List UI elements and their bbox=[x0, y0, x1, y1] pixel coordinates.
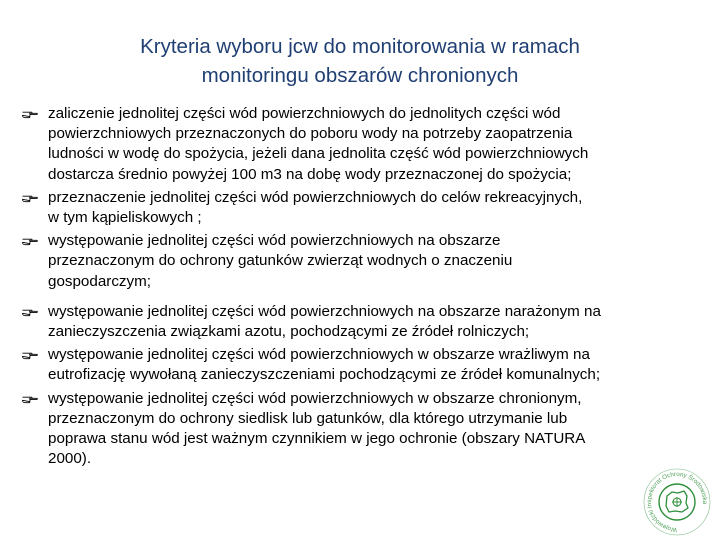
title-line-1: Kryteria wyboru jcw do monitorowania w ramach bbox=[140, 35, 580, 58]
bullet-5-line-2: eutrofizację wywołaną zanieczyszczeniami pochodzącymi ze źródeł komunalnych; bbox=[48, 366, 601, 384]
bullet-6-line-2: przeznaczonym do ochrony siedlisk lub gatunków, dla którego utrzymanie lub bbox=[48, 409, 568, 427]
pointing-hand-icon bbox=[22, 109, 38, 119]
pointing-hand-icon bbox=[22, 394, 38, 404]
list-item bbox=[22, 345, 698, 385]
bullet-5-line-1: występowanie jednolitej części wód powierzchniowych w obszarze wrażliwym na bbox=[48, 346, 590, 364]
title-line-2: monitoringu obszarów chronionych bbox=[201, 64, 519, 87]
logo-ring-text: Wojewódzki Inspektorat Ochrony Środowiska bbox=[646, 470, 709, 534]
pointing-hand-icon bbox=[22, 350, 38, 360]
bullet-1-line-2: powierzchniowych przeznaczonych do poboru wody na potrzeby zaopatrzenia bbox=[48, 125, 573, 143]
bullet-3-line-2: przeznaczonym do ochrony gatunków zwierząt wodnych o znaczeniu bbox=[48, 252, 513, 270]
bullet-1-line-1: zaliczenie jednolitej części wód powierzchniowych do jednolitych części wód bbox=[48, 105, 561, 122]
bullet-4-line-2: zanieczyszczenia związkami azotu, pochodzącymi ze źródeł rolniczych; bbox=[48, 323, 530, 341]
list-item bbox=[22, 188, 698, 228]
slide-title bbox=[60, 32, 660, 90]
bullet-3-line-1: występowanie jednolitej części wód powierzchniowych na obszarze bbox=[48, 232, 501, 250]
bullet-2-line-2: w tym kąpieliskowych ; bbox=[48, 209, 202, 227]
list-item bbox=[22, 389, 698, 470]
bullet-3-line-3: gospodarczym; bbox=[48, 272, 151, 290]
pointing-hand-icon bbox=[22, 236, 38, 246]
list-item bbox=[22, 231, 698, 292]
bullet-4-line-1: występowanie jednolitej części wód powierzchniowych na obszarze narażonym na bbox=[48, 302, 601, 320]
pointing-hand-icon bbox=[22, 307, 38, 317]
pointing-hand-icon bbox=[22, 193, 38, 203]
criteria-list bbox=[22, 104, 698, 472]
list-item bbox=[22, 104, 698, 185]
bullet-1-line-4: dostarcza średnio powyżej 100 m3 na dobę wody przeznaczonej do spożycia; bbox=[48, 165, 572, 183]
bullet-6-line-4: 2000). bbox=[48, 450, 92, 468]
bullet-6-line-3: poprawa stanu wód jest ważnym czynnikiem w jego ochronie (obszary NATURA bbox=[48, 430, 586, 448]
environmental-inspectorate-logo bbox=[638, 466, 716, 536]
bullet-6-line-1: występowanie jednolitej części wód powierzchniowych w obszarze chronionym, bbox=[48, 389, 582, 407]
bullet-2-line-1: przeznaczenie jednolitej części wód powierzchniowych do celów rekreacyjnych, bbox=[48, 188, 583, 206]
list-item bbox=[22, 302, 698, 342]
bullet-1-line-3: ludności w wodę do spożycia, jeżeli dana jednolita część wód powierzchniowych bbox=[48, 145, 589, 163]
